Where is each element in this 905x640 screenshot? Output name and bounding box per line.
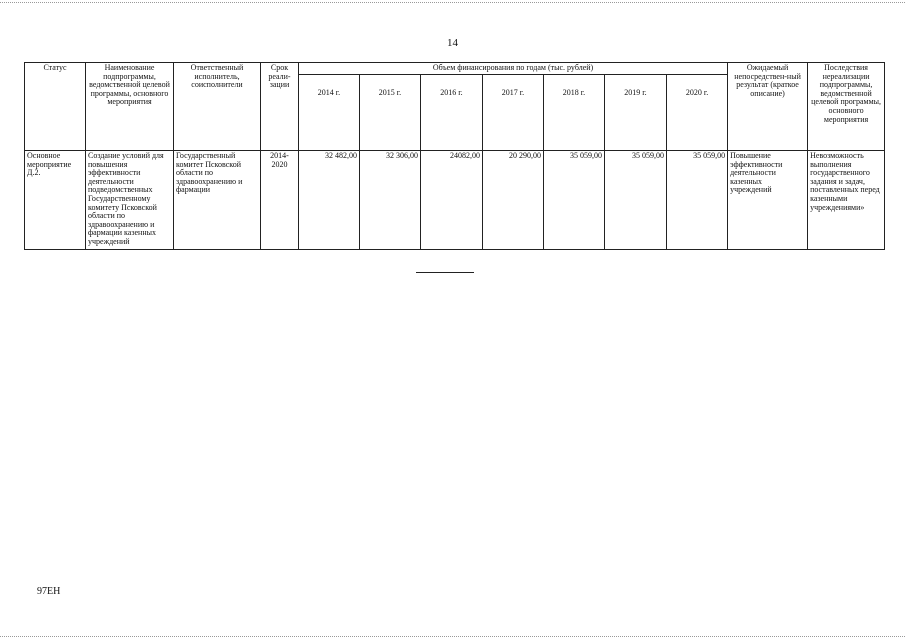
document-stamp: 97EH [37, 586, 61, 597]
header-consequences: Последствия нереализации подпрограммы, ведомственной целевой программы, основного мероприятия [808, 63, 885, 151]
header-executor: Ответственный исполнитель, соисполнители [174, 63, 261, 151]
scan-edge-bottom [0, 636, 905, 637]
header-result: Ожидаемый непосредствен-ный результат (краткое описание) [728, 63, 808, 151]
cell-name: Создание условий для повышения эффективности деятельности подведомственных Государственному комитету Псковской области по здравоохранению и фармации казенных учреждений [86, 151, 174, 250]
table-header-row [25, 63, 885, 75]
cell-funding-value: 32 306,00 [360, 151, 421, 250]
cell-funding-value: 20 290,00 [483, 151, 544, 250]
header-year: 2019 г. [605, 75, 667, 151]
cell-funding-value: 24082,00 [421, 151, 483, 250]
header-term: Срок реали-зации [261, 63, 299, 151]
scan-edge-top [0, 2, 905, 3]
cell-result: Повышение эффективности деятельности казенных учреждений [728, 151, 808, 250]
header-year: 2016 г. [421, 75, 483, 151]
table-row [25, 151, 885, 250]
header-funding: Объем финансирования по годам (тыс. рублей) [299, 63, 728, 75]
cell-funding-value: 35 059,00 [605, 151, 667, 250]
cell-term: 2014-2020 [261, 151, 299, 250]
header-name: Наименование подпрограммы, ведомственной целевой программы, основного мероприятия [86, 63, 174, 151]
header-year: 2017 г. [483, 75, 544, 151]
cell-funding-value: 35 059,00 [544, 151, 605, 250]
cell-status: Основное мероприятие Д.2. [25, 151, 86, 250]
end-separator-line [416, 272, 474, 273]
cell-funding-value: 32 482,00 [299, 151, 360, 250]
program-table [24, 62, 885, 250]
header-year: 2014 г. [299, 75, 360, 151]
header-year: 2018 г. [544, 75, 605, 151]
cell-funding-value: 35 059,00 [667, 151, 728, 250]
header-year: 2015 г. [360, 75, 421, 151]
cell-executor: Государственный комитет Псковской области по здравоохранению и фармации [174, 151, 261, 250]
header-status: Статус [25, 63, 86, 151]
cell-consequences: Невозможность выполнения государственного задания и задач, поставленных перед казенными учреждениями» [808, 151, 885, 250]
header-year: 2020 г. [667, 75, 728, 151]
page-number: 14 [447, 37, 458, 49]
